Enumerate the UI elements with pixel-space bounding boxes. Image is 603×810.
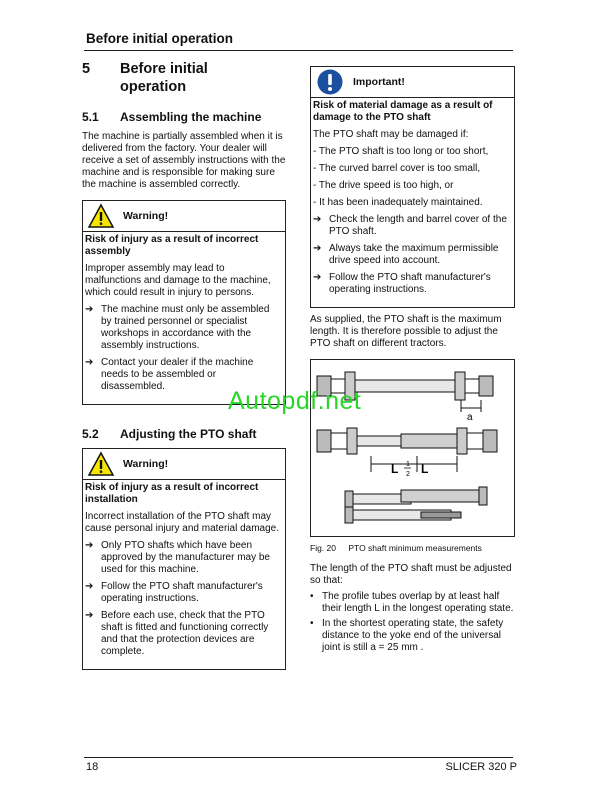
arrow-icon: ➔ <box>85 581 94 592</box>
length-paragraph: The length of the PTO shaft must be adjusted so that: <box>310 563 512 586</box>
footer-rule <box>84 757 513 758</box>
dash-item: - It has been inadequately maintained. <box>313 197 483 208</box>
list-item-text: The profile tubes overlap by at least half their length L in the longest operating state. <box>322 591 514 614</box>
important-box <box>310 66 515 308</box>
section-5-number: 5 <box>82 61 91 77</box>
requirements-list <box>310 591 515 654</box>
figure-caption-text: PTO shaft minimum measurements <box>348 543 482 553</box>
list-item <box>310 618 515 654</box>
warning-title-row <box>83 201 285 232</box>
supplied-paragraph: As supplied, the PTO shaft is the maximum length. It is therefore possible to adjust the PTO shaft on different tractors. <box>310 314 502 349</box>
section-5-1-number: 5.1 <box>82 110 99 124</box>
warning-label: Warning! <box>123 210 169 222</box>
page-header-title: Before initial operation <box>86 31 234 46</box>
section-5-1-heading <box>82 110 286 125</box>
important-intro: The PTO shaft may be damaged if: <box>313 129 469 140</box>
dash-item: - The PTO shaft is too long or too short, <box>313 146 489 157</box>
warning-risk: Risk of injury as a result of incorrect installation <box>85 482 259 505</box>
warning-box-installation <box>82 448 286 670</box>
watermark: Autopdf.net <box>228 387 362 415</box>
list-item <box>85 610 282 658</box>
figure-caption <box>310 543 515 553</box>
list-item-text: Check the length and barrel cover of the PTO shaft. <box>329 214 507 237</box>
bullet-icon: • <box>310 591 314 602</box>
warning-label: Warning! <box>123 458 169 470</box>
list-item-text: Before each use, check that the PTO shaft is fitted and functioning correctly and that the protection devices are complete. <box>101 610 269 657</box>
warning-triangle-icon <box>87 203 115 229</box>
label-a: a <box>467 412 473 423</box>
list-item-text: The machine must only be assembled by trained personnel or specialist workshops in accordance with the assembly instructions. <box>101 304 270 351</box>
label-half-numerator: 1 <box>406 461 410 468</box>
model-name: SLICER 320 P <box>445 761 517 773</box>
dash-item: - The curved barrel cover is too small, <box>313 163 481 174</box>
left-column <box>82 60 286 670</box>
warning-triangle-icon <box>87 451 115 477</box>
list-item <box>313 243 511 267</box>
important-risk: Risk of material damage as a result of damage to the PTO shaft <box>313 100 493 123</box>
section-5-2-number: 5.2 <box>82 427 99 441</box>
list-item <box>313 272 511 296</box>
warning-box-assembly <box>82 200 286 405</box>
list-item-text: Contact your dealer if the machine needs to be assembled or disassembled. <box>101 357 254 392</box>
warning-text: Incorrect installation of the PTO shaft may cause personal injury and material damage. <box>85 511 279 534</box>
list-item <box>313 214 511 238</box>
right-column <box>310 66 515 657</box>
warning-content <box>83 232 285 404</box>
arrow-icon: ➔ <box>313 243 322 254</box>
exclamation-circle-icon <box>315 68 345 96</box>
warning-risk: Risk of injury as a result of incorrect assembly <box>85 234 259 257</box>
arrow-icon: ➔ <box>313 272 322 283</box>
important-label: Important! <box>353 76 405 88</box>
list-item <box>85 581 282 605</box>
list-item <box>85 304 282 352</box>
arrow-icon: ➔ <box>313 214 322 225</box>
section-5-title-line1: Before initial <box>120 61 208 77</box>
section-5-1-title: Assembling the machine <box>120 110 262 124</box>
section-5-title-line2: operation <box>120 79 187 95</box>
list-item-text: Follow the PTO shaft manufacturer's operating instructions. <box>329 272 491 295</box>
arrow-icon: ➔ <box>85 304 94 315</box>
page-number: 18 <box>86 761 99 773</box>
arrow-icon: ➔ <box>85 610 94 621</box>
figure-number: Fig. 20 <box>310 543 336 553</box>
warning-text: Improper assembly may lead to malfunctions and damage to the machine, which could result in injury to persons. <box>85 263 271 298</box>
warning-title-row <box>83 449 285 480</box>
list-item-text: Follow the PTO shaft manufacturer's operating instructions. <box>101 581 263 604</box>
list-item-text: Always take the maximum permissible drive speed into account. <box>329 243 499 266</box>
list-item <box>85 540 282 576</box>
section-5-2-heading <box>82 427 286 442</box>
warning-content <box>83 480 285 669</box>
section-5-2-title: Adjusting the PTO shaft <box>120 427 257 441</box>
label-L-left: L <box>391 462 399 476</box>
arrow-icon: ➔ <box>85 540 94 551</box>
list-item-text: Only PTO shafts which have been approved by the manufacturer may be used for this machine. <box>101 540 270 575</box>
dash-item: - The drive speed is too high, or <box>313 180 454 191</box>
bullet-icon: • <box>310 618 314 629</box>
pto-shaft-figure <box>310 359 515 537</box>
important-title-row <box>311 67 514 98</box>
label-L-right: L <box>421 462 429 476</box>
list-item-text: In the shortest operating state, the safety distance to the yoke end of the universal joint is still a = 25 mm . <box>322 618 504 653</box>
list-item <box>310 591 515 615</box>
assembly-paragraph: The machine is partially assembled when it is delivered from the factory. Your dealer will receive a set of assembly instructions with the machine and is responsible for making sure the machine is assembled correctly. <box>82 131 286 190</box>
section-5-heading <box>82 60 286 96</box>
label-half-denominator: 2 <box>406 471 410 478</box>
header-rule <box>84 50 513 51</box>
arrow-icon: ➔ <box>85 357 94 368</box>
important-content <box>311 98 514 307</box>
